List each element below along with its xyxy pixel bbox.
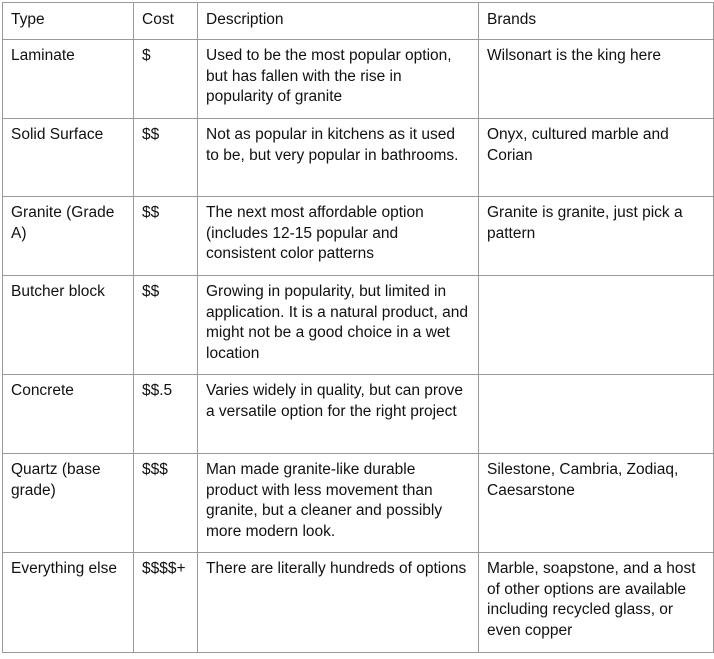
table-row (3, 119, 714, 197)
cell-description: Growing in popularity, but limited in application. It is a natural product, and might not be a good choice in a wet location (198, 276, 479, 375)
cell-brands: Granite is granite, just pick a pattern (479, 197, 714, 276)
cell-cost: $$$$+ (134, 553, 198, 653)
cell-description: Man made granite-like durable product with less movement than granite, but a cleaner and possibly more modern look. (198, 454, 479, 553)
cell-type: Quartz (base grade) (3, 454, 134, 553)
cell-cost: $$.5 (134, 375, 198, 454)
table-row (3, 553, 714, 653)
cell-type: Everything else (3, 553, 134, 653)
header-description: Description (198, 3, 479, 40)
cell-type: Solid Surface (3, 119, 134, 197)
table-row (3, 454, 714, 553)
cell-cost: $$ (134, 197, 198, 276)
cell-type: Butcher block (3, 276, 134, 375)
header-type: Type (3, 3, 134, 40)
cell-type: Granite (Grade A) (3, 197, 134, 276)
header-brands: Brands (479, 3, 714, 40)
cell-description: There are literally hundreds of options (198, 553, 479, 653)
cell-type: Concrete (3, 375, 134, 454)
cell-brands: Marble, soapstone, and a host of other options are available including recycled glass, or even copper (479, 553, 714, 653)
table-row (3, 197, 714, 276)
cell-brands: Onyx, cultured marble and Corian (479, 119, 714, 197)
cell-description: Not as popular in kitchens as it used to be, but very popular in bathrooms. (198, 119, 479, 197)
cell-cost: $$ (134, 276, 198, 375)
cell-brands (479, 375, 714, 454)
cell-description: Varies widely in quality, but can prove a versatile option for the right project (198, 375, 479, 454)
cell-type: Laminate (3, 40, 134, 119)
cell-description: Used to be the most popular option, but has fallen with the rise in popularity of granite (198, 40, 479, 119)
header-cost: Cost (134, 3, 198, 40)
table-row (3, 375, 714, 454)
cell-brands: Wilsonart is the king here (479, 40, 714, 119)
countertop-comparison-table (2, 2, 714, 653)
cell-cost: $$ (134, 119, 198, 197)
table-row (3, 40, 714, 119)
cell-description: The next most affordable option (includes 12-15 popular and consistent color patterns (198, 197, 479, 276)
table-header-row (3, 3, 714, 40)
cell-brands (479, 276, 714, 375)
cell-brands: Silestone, Cambria, Zodiaq, Caesarstone (479, 454, 714, 553)
table-row (3, 276, 714, 375)
cell-cost: $ (134, 40, 198, 119)
cell-cost: $$$ (134, 454, 198, 553)
